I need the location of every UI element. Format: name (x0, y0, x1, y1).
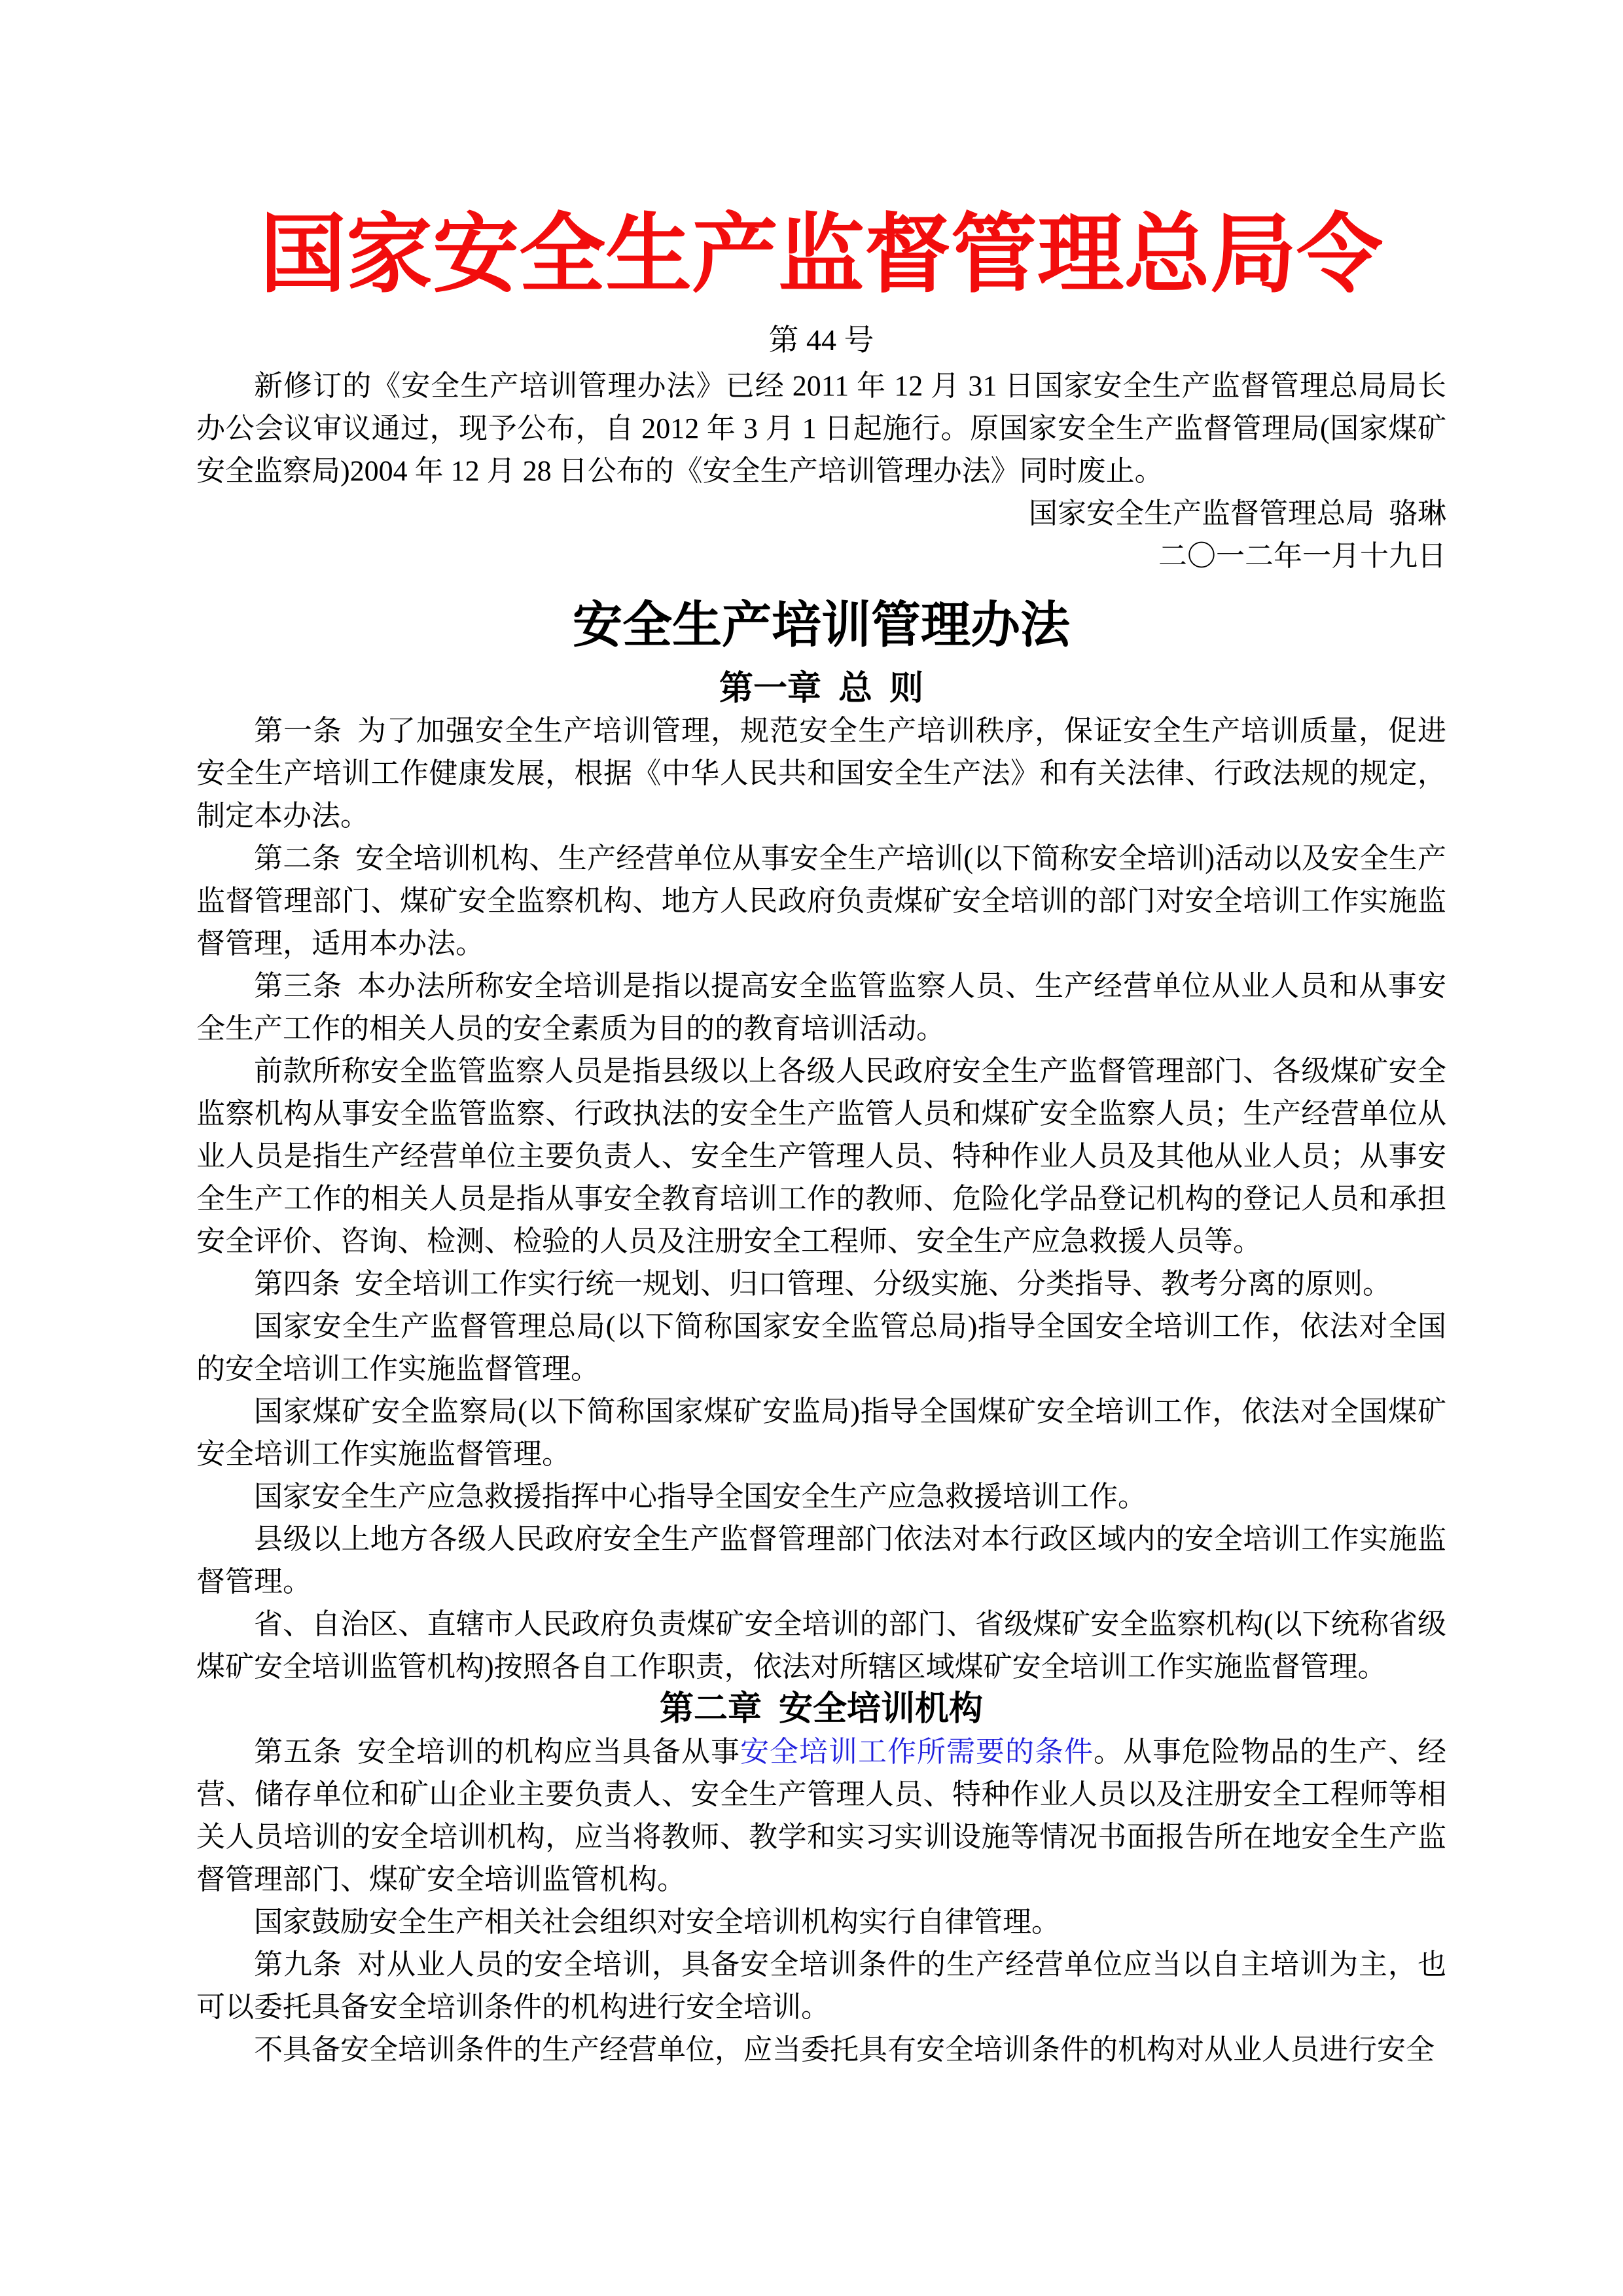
article-5-text-after-link: 。从事危险物品的生产、经营、储存单位和矿山企业主要负责人、安全生产管理人员、特种作业人员以及注册安全工程师等相关人员培训的安全培训机构，应当将教师、教学和实习实训设施等情况书面报告所在地安全生产监督管理部门、煤矿安全培训监管机构。 (196, 1736, 1446, 1895)
article-9-paragraph: 第九条 对从业人员的安全培训，具备安全培训条件的生产经营单位应当以自主培训为主，也可以委托具备安全培训条件的机构进行安全培训。 (196, 1948, 1446, 2023)
article-1-paragraph: 第一条 为了加强安全生产培训管理，规范安全生产培训秩序，保证安全生产培训质量，促进安全生产培训工作健康发展，根据《中华人民共和国安全生产法》和有关法律、行政法规的规定，制定本办法。 (196, 715, 1446, 832)
article-9-supplement-paragraph: 不具备安全培训条件的生产经营单位，应当委托具有安全培训条件的机构对从业人员进行安全 (254, 2034, 1435, 2066)
article-4-emergency-center-paragraph: 国家安全生产应急救援指挥中心指导全国安全生产应急救援培训工作。 (254, 1480, 1147, 1513)
article-4-county-level-paragraph: 县级以上地方各级人民政府安全生产监督管理部门依法对本行政区域内的安全培训工作实施监督管理。 (196, 1523, 1446, 1598)
order-number: 第 44 号 (768, 323, 874, 357)
article-5-paragraph (196, 1731, 1446, 1901)
article-3-paragraph: 第三条 本办法所称安全培训是指以提高安全监管监察人员、生产经营单位从业人员和从事安全生产工作的相关人员的安全素质为目的的教育培训活动。 (196, 970, 1446, 1045)
law-title: 安全生产培训管理办法 (573, 598, 1070, 653)
chapter-1-heading: 第一章 总 则 (719, 670, 923, 708)
article-2-paragraph: 第二条 安全培训机构、生产经营单位从事安全生产培训(以下简称安全培训)活动以及安全生产监督管理部门、煤矿安全监察机构、地方人民政府负责煤矿安全培训的部门对安全培训工作实施监督管理，适用本办法。 (196, 842, 1446, 960)
article-4-provincial-paragraph: 省、自治区、直辖市人民政府负责煤矿安全培训的部门、省级煤矿安全监察机构(以下统称省级煤矿安全培训监管机构)按照各自工作职责，依法对所辖区域煤矿安全培训工作实施监督管理。 (196, 1608, 1446, 1683)
article-4-paragraph: 第四条 安全培训工作实行统一规划、归口管理、分级实施、分类指导、教考分离的原则。 (254, 1268, 1391, 1300)
article-4-saws-paragraph: 国家安全生产监督管理总局(以下简称国家安全监管总局)指导全国安全培训工作，依法对全国的安全培训工作实施监督管理。 (196, 1310, 1446, 1385)
agency-order-title: 国家安全生产监督管理总局令 (260, 207, 1383, 303)
article-4-coal-mine-paragraph: 国家煤矿安全监察局(以下简称国家煤矿安监局)指导全国煤矿安全培训工作，依法对全国煤矿安全培训工作实施监督管理。 (196, 1395, 1446, 1470)
self-discipline-paragraph: 国家鼓励安全生产相关社会组织对安全培训机构实行自律管理。 (254, 1906, 1060, 1938)
article-3-supplement-paragraph: 前款所称安全监管监察人员是指县级以上各级人民政府安全生产监督管理部门、各级煤矿安全监察机构从事安全监管监察、行政执法的安全生产监管人员和煤矿安全监察人员；生产经营单位从业人员是指生产经营单位主要负责人、安全生产管理人员、特种作业人员及其他从业人员；从事安全生产工作的相关人员是指从事安全教育培训工作的教师、危险化学品登记机构的登记人员和承担安全评价、咨询、检测、检验的人员及注册安全工程师、安全生产应急救援人员等。 (196, 1055, 1446, 1257)
date-line: 二〇一二年一月十九日 (1158, 540, 1446, 572)
chapter-2-heading: 第二章 安全培训机构 (659, 1690, 983, 1728)
preamble-announcement: 新修订的《安全生产培训管理办法》已经 2011 年 12 月 31 日国家安全生产监督管理总局局长办公会议审议通过，现予公布，自 2012 年 3 月 1 日起施行。原国家安全生产监督管理局(国家煤矿安全监察局)2004 年 12 月 28 日公布的《安全生产培训管理办法》同时废止。 (196, 370, 1446, 487)
signature-line: 国家安全生产监督管理总局 骆琳 (1029, 497, 1446, 529)
article-5-text-before-link: 第五条 安全培训的机构应当具备从事 (254, 1736, 740, 1768)
training-conditions-link[interactable]: 安全培训工作所需要的条件 (740, 1736, 1094, 1768)
